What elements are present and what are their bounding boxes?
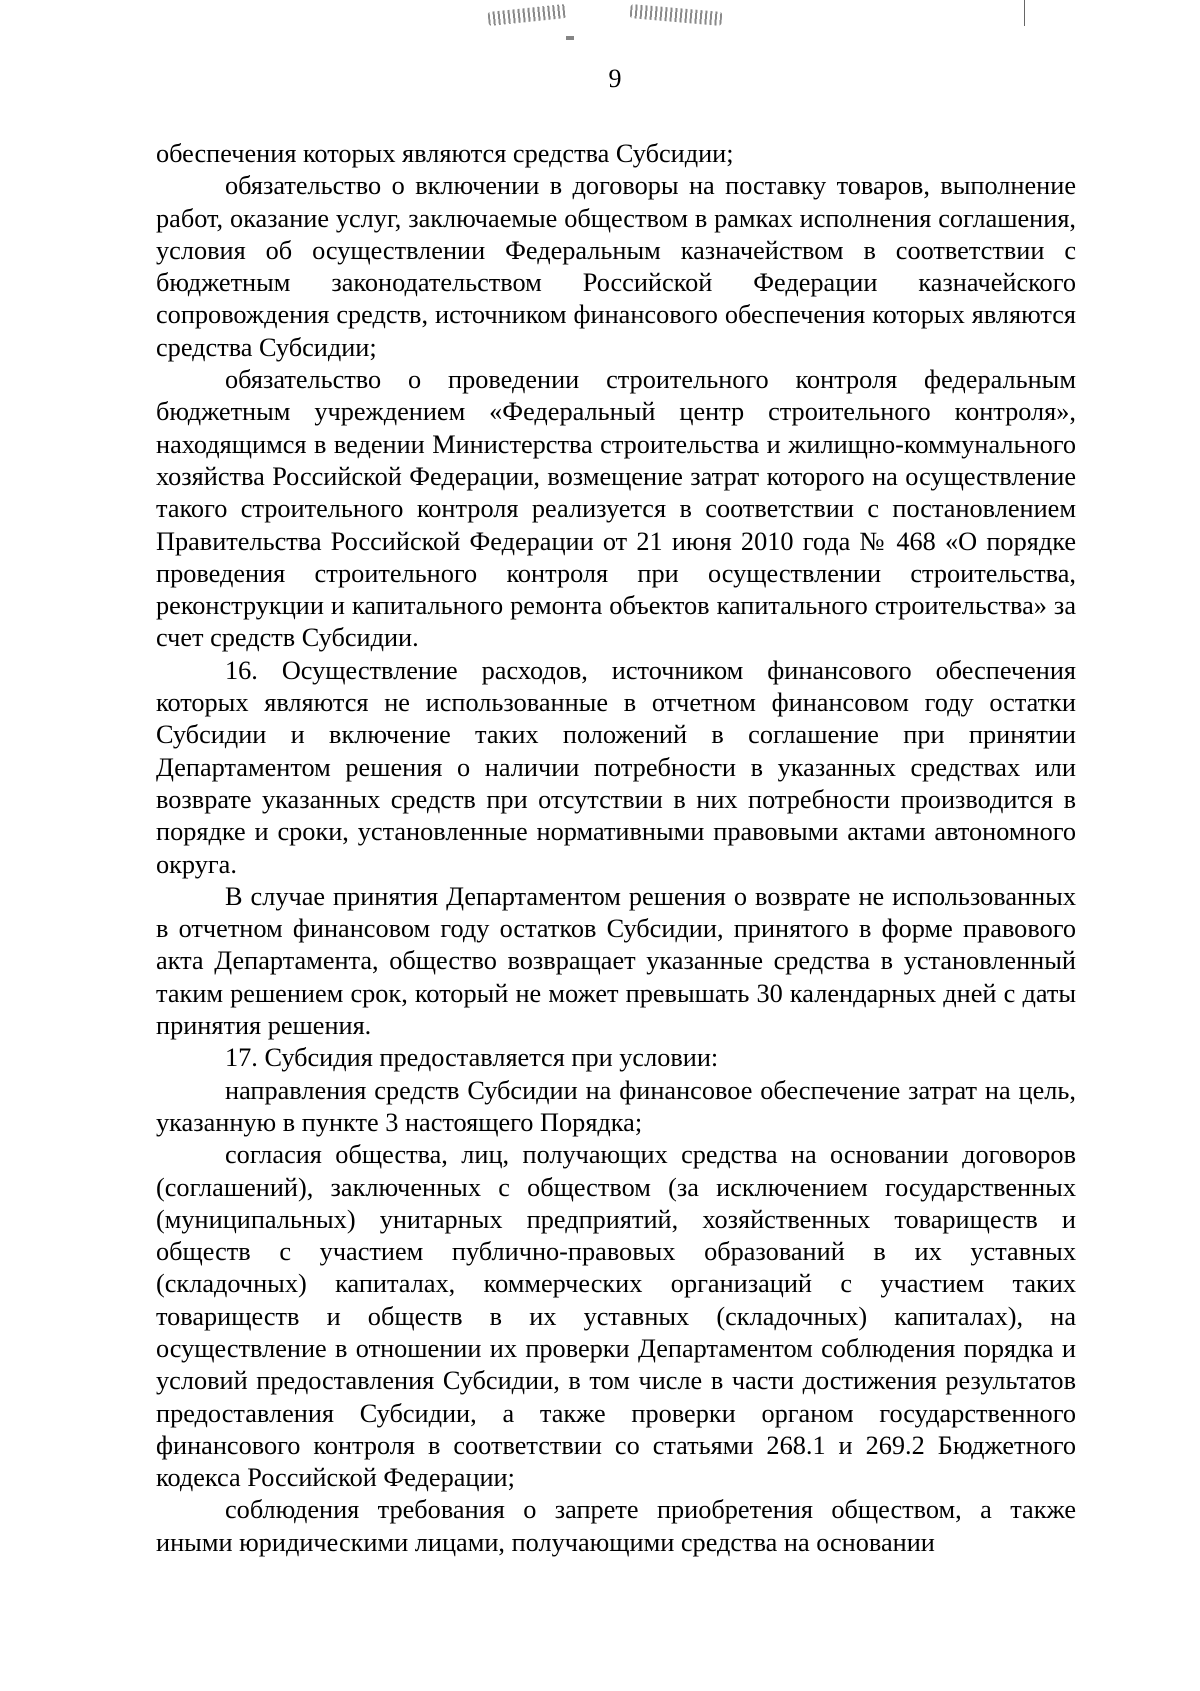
scan-artifact: [487, 4, 566, 26]
paragraph: направления средств Субсидии на финансовое обеспечение затрат на цель, указанную в пункте 3 настоящего Порядка;: [156, 1075, 1076, 1137]
document-body: [156, 138, 1076, 1559]
paragraph: обязательство о включении в договоры на поставку товаров, выполнение работ, оказание услуг, заключаемые обществом в рамках исполнения соглашения, условия об осуществлении Федеральным казначейством в соответствии с бюджетным законодательством Российской Федерации казначейского сопровождения средств, источником финансового обеспечения которых являются средства Субсидии;: [156, 171, 1076, 362]
paragraph: обеспечения которых являются средства Субсидии;: [156, 139, 734, 168]
paragraph: В случае принятия Департаментом решения о возврате не использованных в отчетном финансовом году остатков Субсидии, принятого в форме правового акта Департамента, общество возвращает указанные средства в установленный таким решением срок, который не может превышать 30 календарных дней с даты принятия решения.: [156, 881, 1076, 1041]
paragraph: 16. Осуществление расходов, источником финансового обеспечения которых являются не использованные в отчетном финансовом году остатки Субсидии и включение таких положений в соглашение при принятии Департаментом решения о наличии потребности в указанных средствах или возврате указанных средств при отсутствии в них потребности производится в порядке и сроки, установленные нормативными правовыми актами автономного округа.: [156, 655, 1076, 879]
scan-artifact: [566, 36, 574, 40]
paragraph: соблюдения требования о запрете приобретения обществом, а также иными юридическими лицами, получающими средства на основании: [156, 1495, 1076, 1557]
paragraph: 17. Субсидия предоставляется при условии:: [225, 1043, 719, 1073]
page-number: 9: [608, 64, 622, 93]
paragraph: обязательство о проведении строительного контроля федеральным бюджетным учреждением «Федеральный центр строительного контроля», находящимся в ведении Министерства строительства и жилищно-коммунального хозяйства Российской Федерации, возмещение затрат которого на осуществление такого строительного контроля реализуется в соответствии с постановлением Правительства Российской Федерации от 21 июня 2010 года № 468 «О порядке проведения строительного контроля при осуществлении строительства, реконструкции и капитального ремонта объектов капитального строительства» за счет средств Субсидии.: [156, 365, 1076, 653]
scan-artifact: [630, 4, 723, 26]
paragraph: согласия общества, лиц, получающих средства на основании договоров (соглашений), заключенных с обществом (за исключением государственных (муниципальных) унитарных предприятий, хозяйственных товариществ и обществ с участием публично-правовых образований в их уставных (складочных) капиталах, коммерческих организаций с участием таких товариществ и обществ в их уставных (складочных) капиталах), на осуществление в отношении их проверки Департаментом соблюдения порядка и условий предоставления Субсидии, в том числе в части достижения результатов предоставления Субсидии, а также проверки органом государственного финансового контроля в соответствии со статьями 268.1 и 269.2 Бюджетного кодекса Российской Федерации;: [156, 1140, 1076, 1493]
scan-edge-line: [1024, 0, 1025, 26]
